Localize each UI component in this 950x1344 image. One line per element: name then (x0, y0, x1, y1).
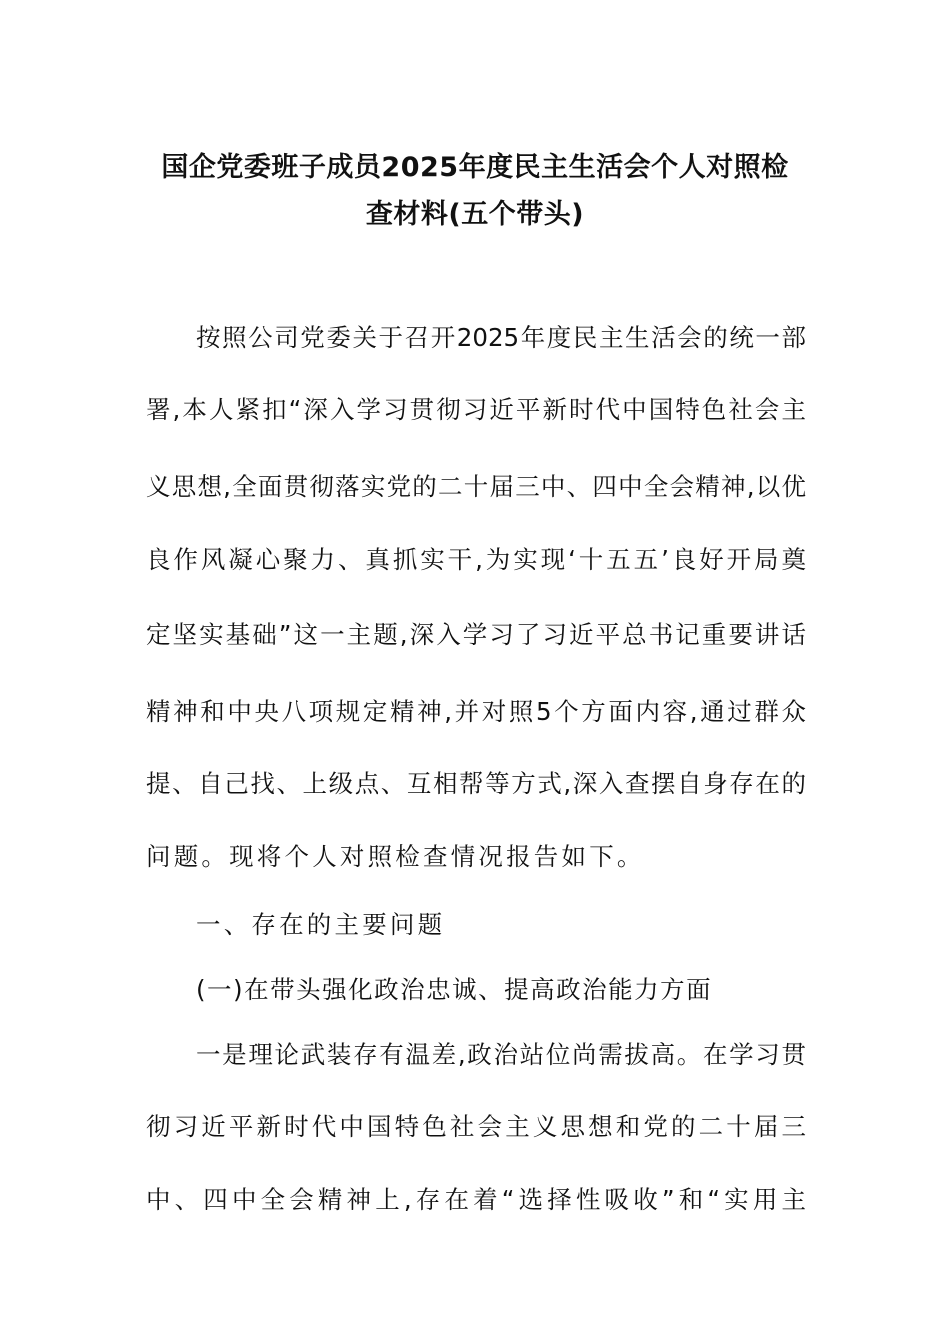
intro-paragraph-line: 良作风凝心聚力、真抓实干,为实现‘十五五’良好开局奠 (146, 545, 806, 574)
point-one-line: 彻习近平新时代中国特色社会主义思想和党的二十届三 (146, 1112, 806, 1141)
intro-paragraph-line: 问题。现将个人对照检查情况报告如下。 (146, 842, 645, 871)
point-one-line: 中、四中全会精神上,存在着“选择性吸收”和“实用主 (146, 1185, 806, 1214)
subsection-heading: (一)在带头强化政治忠诚、提高政治能力方面 (196, 975, 713, 1004)
intro-paragraph-line: 义思想,全面贯彻落实党的二十届三中、四中全会精神,以优 (146, 472, 806, 501)
document-title-line-2: 查材料(五个带头) (365, 199, 585, 230)
document-title-line-1: 国企党委班子成员2025年度民主生活会个人对照检 (161, 152, 789, 183)
intro-paragraph-line: 精神和中央八项规定精神,并对照5个方面内容,通过群众 (146, 697, 806, 726)
intro-paragraph-line: 提、自己找、上级点、互相帮等方式,深入查摆自身存在的 (146, 769, 806, 798)
section-heading: 一、存在的主要问题 (196, 910, 446, 939)
point-one-line: 一是理论武装存有温差,政治站位尚需拔高。在学习贯 (196, 1040, 806, 1069)
intro-paragraph-line: 定坚实基础”这一主题,深入学习了习近平总书记重要讲话 (146, 620, 806, 649)
intro-paragraph-line: 按照公司党委关于召开2025年度民主生活会的统一部 (196, 323, 806, 352)
intro-paragraph-line: 署,本人紧扣“深入学习贯彻习近平新时代中国特色社会主 (146, 395, 806, 424)
